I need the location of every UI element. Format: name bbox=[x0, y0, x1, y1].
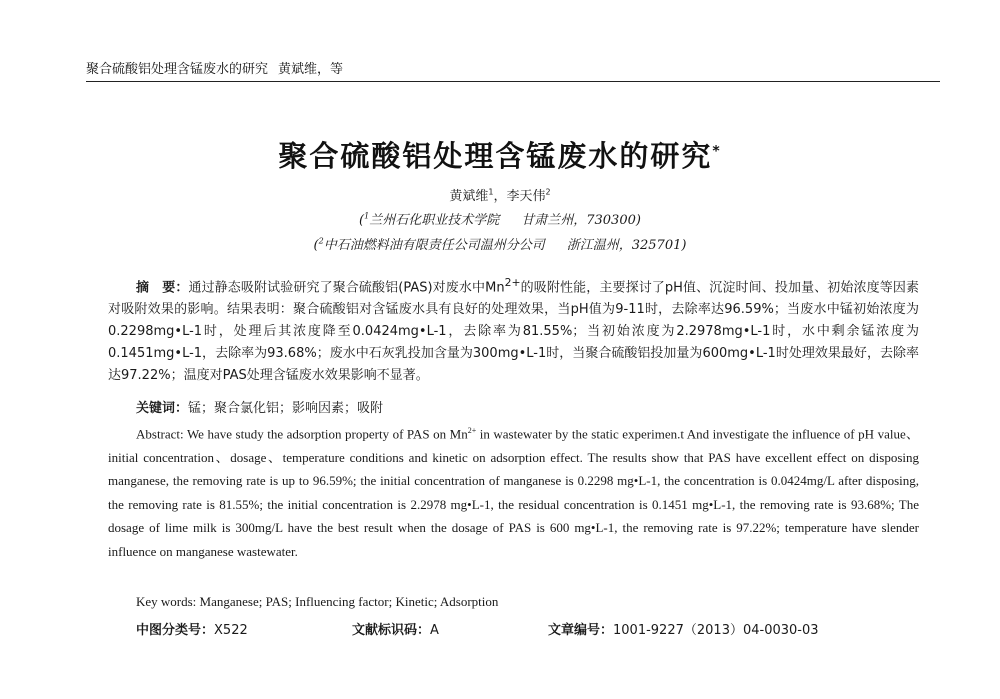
keywords-en-text: Manganese; PAS; Influencing factor; Kinetic; Adsorption bbox=[196, 594, 499, 609]
abstract-cn-text: 的吸附性能，主要探讨了pH值、沉淀时间、投加量、初始浓度等因素对吸附效果的影响。结果表明：聚合硫酸铝对含锰废水具有良好的处理效果，当pH值为9-11时，去除率达96.59%；当废水中锰初始浓度为0.2298mg•L-1时，处理后其浓度降至0.0424mg•L-1，去除率为81.55%；当初始浓度为2.2978mg•L-1时，水中剩余锰浓度为0.1451mg•L-1，去除率为93.68%；废水中石灰乳投加含量为300mg•L-1时，当聚合硫酸铝投加量为600mg•L-1时处理效果最好，去除率达97.22%；温度对PAS处理含锰废水效果影响不显著。 bbox=[108, 280, 919, 384]
abstract-chinese bbox=[108, 272, 919, 387]
keywords-chinese bbox=[136, 397, 383, 416]
author-name: 黄斌维 bbox=[449, 189, 489, 204]
abstract-cn-superscript: 2+ bbox=[504, 276, 521, 289]
affiliation-location: 甘肃兰州，730300 bbox=[521, 213, 636, 228]
keywords-cn-text: 锰；聚合氯化铝；影响因素；吸附 bbox=[188, 401, 384, 416]
abstract-cn-label: 摘 要： bbox=[136, 280, 189, 296]
affiliation-mark: 2 bbox=[318, 236, 324, 246]
header-rule bbox=[86, 81, 940, 82]
abstract-en-text: in wastewater by the static experimen.t And investigate the influence of pH value、initial concentration、dosage、temperature conditions and kinetic on adsorption effect. The results show that PAS have excellent effect on disposing manganese, the removing rate is up to 96.59%; the initial concentration of manganese is 0.2298 mg•L-1, the concentration is 0.0424mg/L after disposing, the removing rate is 81.55%; the initial concentration is 2.2978 mg•L-1, the residual concentration is 0.1451 mg•L-1, the removing rate is 93.68%; The dosage of lime milk is 300mg/L have the best result when the dosage of PAS is 600 mg•L-1, the removing rate is 97.22%; temperature have slender influence on manganese wastewater. bbox=[108, 426, 919, 559]
affiliation-org: 兰州石化职业技术学院 bbox=[369, 213, 500, 228]
affiliation-2: ($^2$中石油燃料油有限责任公司温州分公司 浙江温州，325701) bbox=[313, 236, 687, 253]
clc-number bbox=[136, 619, 248, 638]
affiliation-org: 中石油燃料油有限责任公司温州分公司 bbox=[323, 238, 545, 253]
document-code bbox=[352, 619, 439, 638]
article-number bbox=[548, 619, 819, 638]
doc-code-value: A bbox=[430, 623, 439, 638]
author-affil-mark: 2 bbox=[545, 187, 551, 197]
abstract-en-label: Abstract: bbox=[136, 426, 184, 442]
affiliation-mark: 1 bbox=[364, 211, 370, 221]
keywords-english bbox=[136, 594, 498, 610]
title-footnote-mark: * bbox=[712, 143, 722, 160]
abstract-cn-text: 通过静态吸附试验研究了聚合硫酸铝(PAS)对废水中Mn bbox=[188, 280, 505, 296]
running-head-title: 聚合硫酸铝处理含锰废水的研究 bbox=[86, 62, 269, 77]
running-head-authors: 黄斌维，等 bbox=[278, 62, 344, 77]
affiliation-1: ($^1$兰州石化职业技术学院 甘肃兰州，730300) bbox=[359, 211, 641, 228]
doc-code-label: 文献标识码： bbox=[352, 623, 431, 638]
author-separator: ， bbox=[493, 189, 507, 204]
paper-title-text: 聚合硫酸铝处理含锰废水的研究 bbox=[278, 139, 713, 173]
affiliation-location: 浙江温州，325701 bbox=[566, 238, 682, 253]
paper-title bbox=[0, 134, 1000, 175]
clc-value: X522 bbox=[214, 623, 248, 638]
keywords-cn-label: 关键词： bbox=[136, 401, 189, 416]
abstract-en-text: We have study the adsorption property of PAS on Mn bbox=[183, 426, 468, 442]
author-name: 李天伟 bbox=[506, 189, 546, 204]
clc-label: 中图分类号： bbox=[136, 623, 215, 638]
author-line bbox=[0, 185, 1000, 204]
running-head bbox=[86, 58, 343, 77]
article-number-value: 1001-9227（2013）04-0030-03 bbox=[613, 623, 819, 638]
keywords-en-label: Key words: bbox=[136, 594, 197, 609]
article-number-label: 文章编号： bbox=[548, 623, 614, 638]
author-affil-mark: 1 bbox=[488, 187, 494, 197]
abstract-english bbox=[108, 419, 919, 563]
abstract-en-superscript: 2+ bbox=[467, 426, 477, 435]
